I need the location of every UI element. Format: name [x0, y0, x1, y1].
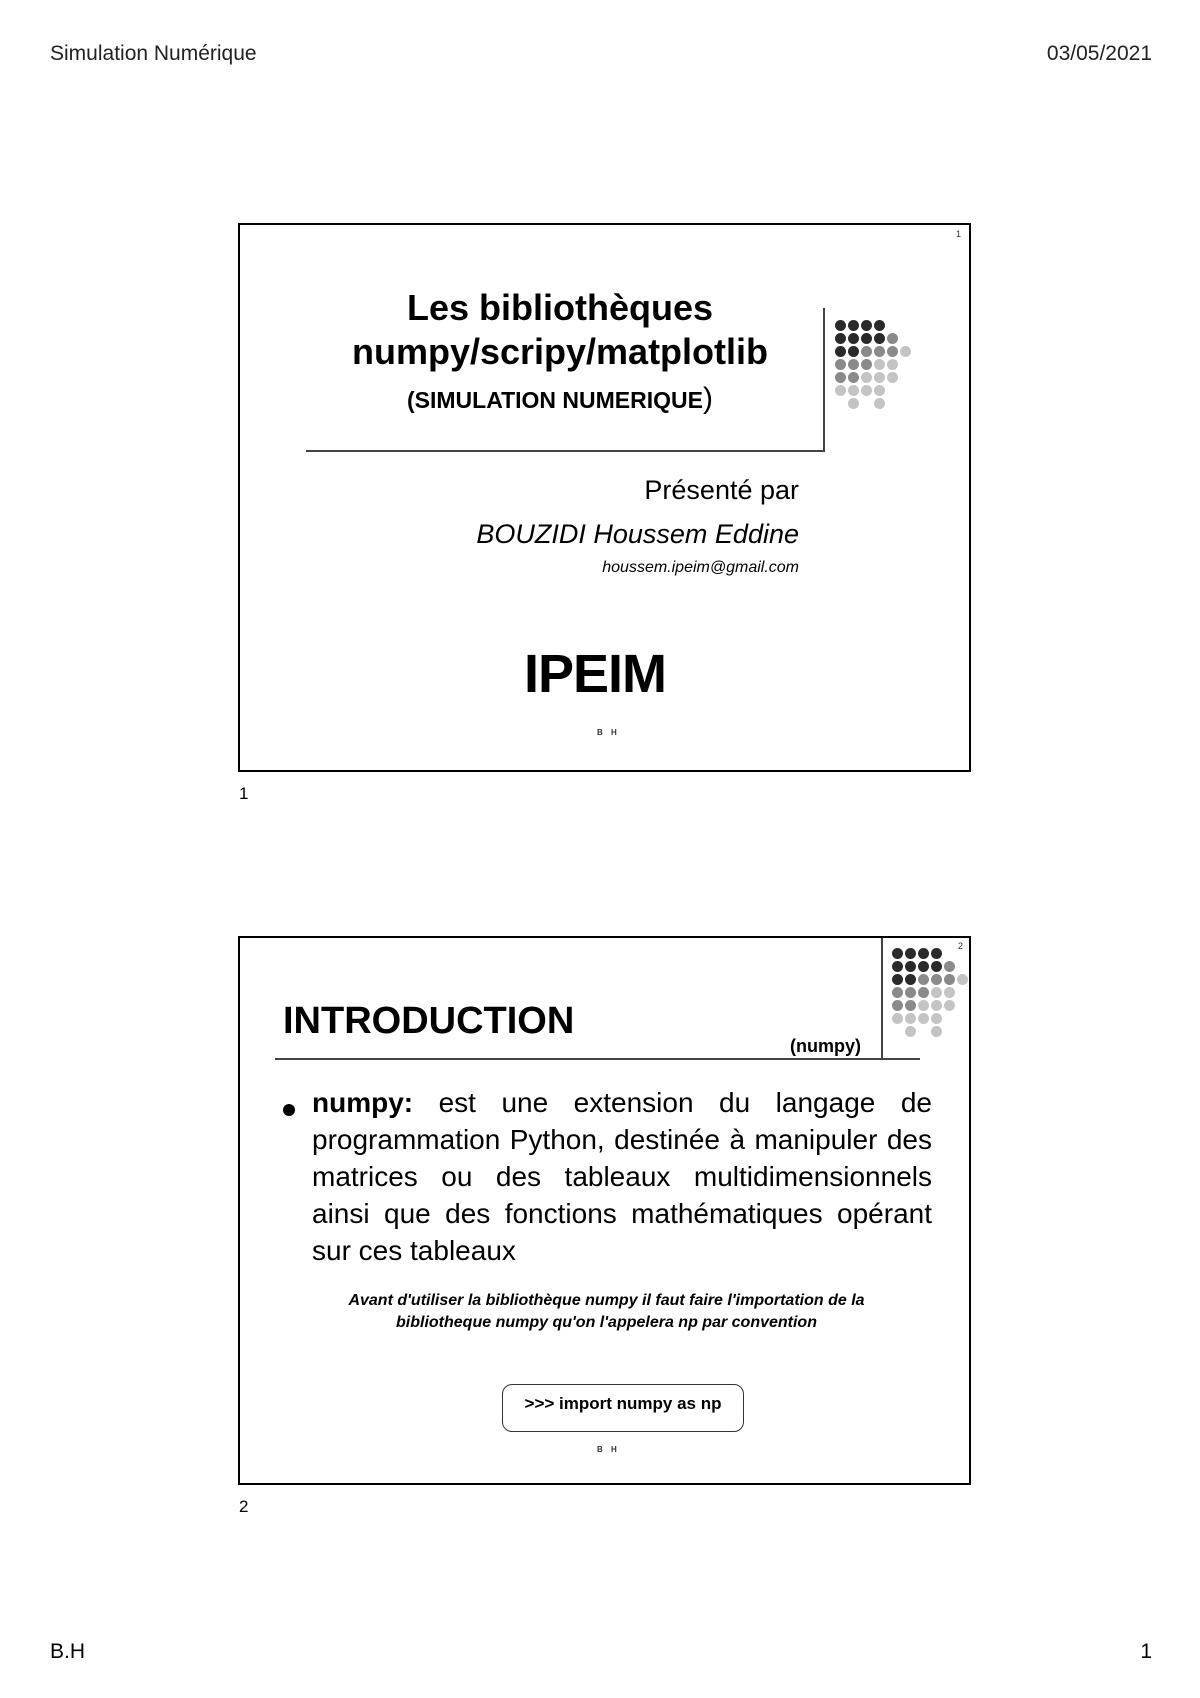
document-footer-author: B.H: [50, 1640, 86, 1663]
code-box: [502, 1384, 744, 1432]
decorative-dot: [887, 346, 898, 357]
decorative-dot: [918, 961, 929, 972]
decorative-dot: [892, 1013, 903, 1024]
decorative-dot: [931, 974, 942, 985]
bullet-term: numpy:: [312, 1087, 414, 1118]
import-note: [260, 1290, 953, 1334]
decorative-dot: [931, 987, 942, 998]
slide-subtitle: [300, 382, 820, 416]
decorative-dot: [874, 320, 885, 331]
decorative-dot: [848, 320, 859, 331]
decorative-dot: [905, 1013, 916, 1024]
decorative-dot: [848, 372, 859, 383]
decorative-dot: [892, 987, 903, 998]
decorative-dot: [905, 987, 916, 998]
dot-matrix-decoration: [892, 948, 972, 1058]
slide-title-line-2: numpy/scripy/matplotlib: [351, 331, 769, 372]
decorative-dot: [918, 948, 929, 959]
decorative-dot: [861, 359, 872, 370]
title-underline: [275, 1058, 920, 1060]
decorative-dot: [944, 961, 955, 972]
decorative-dot: [944, 987, 955, 998]
slide-corner-number: 2: [957, 941, 963, 951]
slide-1-label: 1: [239, 784, 249, 803]
decorative-dot: [835, 372, 846, 383]
decorative-dot: [900, 346, 911, 357]
bullet-paragraph: [312, 1084, 932, 1269]
decorative-dot: [861, 346, 872, 357]
decorative-dot: [905, 974, 916, 985]
decorative-dot: [874, 398, 885, 409]
decorative-dot: [874, 385, 885, 396]
title-underline: [306, 450, 824, 452]
code-snippet: >>> import numpy as np: [524, 1394, 722, 1413]
decorative-dot: [918, 974, 929, 985]
decorative-dot: [918, 1000, 929, 1011]
slide-footer: B H: [597, 1445, 620, 1454]
slide-1: [238, 223, 971, 772]
decorative-dot: [887, 333, 898, 344]
decorative-dot: [887, 372, 898, 383]
document-header-title: Simulation Numérique: [50, 42, 257, 65]
decorative-dot: [848, 359, 859, 370]
subtitle-text: (SIMULATION NUMERIQUE: [406, 387, 703, 413]
title-vertical-rule: [823, 308, 825, 452]
decorative-dot: [918, 1013, 929, 1024]
dot-matrix-decoration: [835, 320, 915, 420]
decorative-dot: [905, 1000, 916, 1011]
decorative-dot: [892, 1000, 903, 1011]
import-note-line-2: bibliotheque numpy qu'on l'appelera np par convention: [396, 1314, 817, 1331]
decorative-dot: [835, 359, 846, 370]
decorative-dot: [861, 333, 872, 344]
title-vertical-rule: [881, 938, 883, 1060]
author-name: BOUZIDI Houssem Eddine: [476, 519, 799, 549]
decorative-dot: [905, 1026, 916, 1037]
decorative-dot: [931, 961, 942, 972]
institution-logo-text: IPEIM: [523, 644, 667, 704]
decorative-dot: [905, 948, 916, 959]
decorative-dot: [957, 974, 968, 985]
decorative-dot: [918, 987, 929, 998]
decorative-dot: [861, 385, 872, 396]
decorative-dot: [887, 359, 898, 370]
slide-2: [238, 936, 971, 1485]
bullet-description: est une extension du langage de programmation Python, destinée à manipuler des matrices ou des tableaux multidimensionnels ainsi que des fonctions mathématiques opérant sur ces tableaux: [312, 1087, 932, 1266]
bullet-icon: [283, 1104, 295, 1116]
decorative-dot: [848, 385, 859, 396]
subtitle-close-paren: ): [703, 382, 713, 415]
decorative-dot: [835, 385, 846, 396]
decorative-dot: [835, 333, 846, 344]
decorative-dot: [835, 346, 846, 357]
decorative-dot: [944, 974, 955, 985]
slide-2-label: 2: [239, 1497, 249, 1516]
decorative-dot: [848, 398, 859, 409]
decorative-dot: [874, 359, 885, 370]
document-footer-page-number: 1: [1140, 1640, 1152, 1663]
document-header-date: 03/05/2021: [1046, 42, 1152, 65]
presented-by: Présenté par: [644, 475, 799, 505]
decorative-dot: [931, 1026, 942, 1037]
decorative-dot: [861, 372, 872, 383]
decorative-dot: [874, 346, 885, 357]
decorative-dot: [861, 320, 872, 331]
decorative-dot: [931, 1013, 942, 1024]
slide-corner-number: 1: [955, 229, 961, 239]
slide-tag: (numpy): [790, 1036, 861, 1056]
slide-title: INTRODUCTION: [283, 1000, 575, 1042]
decorative-dot: [892, 948, 903, 959]
slide-title-line-1: Les bibliothèques: [406, 287, 714, 328]
author-email: houssem.ipeim@gmail.com: [602, 559, 799, 576]
decorative-dot: [892, 974, 903, 985]
decorative-dot: [874, 333, 885, 344]
slide-footer: B H: [597, 728, 620, 737]
decorative-dot: [944, 1000, 955, 1011]
decorative-dot: [931, 1000, 942, 1011]
decorative-dot: [848, 346, 859, 357]
decorative-dot: [905, 961, 916, 972]
decorative-dot: [848, 333, 859, 344]
decorative-dot: [874, 372, 885, 383]
import-note-line-1: Avant d'utiliser la bibliothèque numpy il faut faire l'importation de la: [348, 1292, 865, 1309]
decorative-dot: [835, 320, 846, 331]
decorative-dot: [931, 948, 942, 959]
decorative-dot: [892, 961, 903, 972]
